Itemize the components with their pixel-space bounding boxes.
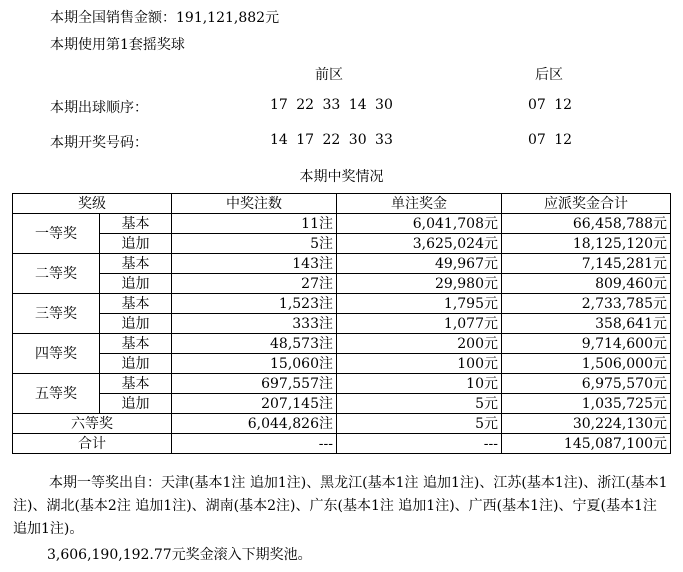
winning-numbers-label: 本期开奖号码： [50, 135, 148, 151]
back-area-label: 后区 [535, 67, 563, 83]
winner-count-cell: 15,060注 [172, 354, 337, 374]
draw-order-label: 本期出球顺序： [50, 100, 148, 116]
unit-prize-cell: 5元 [337, 394, 502, 414]
winner-count-cell: --- [172, 434, 337, 454]
table-title: 本期中奖情况 [299, 169, 384, 185]
total-prize-cell: 6,975,570元 [502, 374, 671, 394]
header-prize: 单注奖金 [337, 194, 502, 214]
unit-prize-cell: 10元 [337, 374, 502, 394]
winner-count-cell: 333注 [172, 314, 337, 334]
bet-type-cell: 基本 [100, 214, 172, 234]
header-level: 奖级 [13, 194, 172, 214]
bet-type-cell: 追加 [100, 394, 172, 414]
bet-type-cell: 基本 [100, 334, 172, 354]
jackpot-rollover-text: 3,606,190,192.77元奖金滚入下期奖池。 [47, 547, 312, 563]
total-prize-cell: 1,035,725元 [502, 394, 671, 414]
unit-prize-cell: 49,967元 [337, 254, 502, 274]
table-row [13, 214, 671, 234]
unit-prize-cell: 3,625,024元 [337, 234, 502, 254]
winner-count-cell: 48,573注 [172, 334, 337, 354]
total-prize-cell: 9,714,600元 [502, 334, 671, 354]
prize-level-cell: 一等奖 [13, 214, 100, 254]
winning-numbers-back: 07 12 [528, 132, 573, 148]
bet-type-cell: 追加 [100, 274, 172, 294]
prize-level-cell: 二等奖 [13, 254, 100, 294]
table-header-row [13, 194, 671, 214]
header-total: 应派奖金合计 [502, 194, 671, 214]
unit-prize-cell: 1,077元 [337, 314, 502, 334]
table-row [13, 274, 671, 294]
total-prize-cell: 358,641元 [502, 314, 671, 334]
bet-type-cell: 基本 [100, 374, 172, 394]
ball-set-line: 本期使用第1套摇奖球 [50, 37, 185, 53]
table-row [13, 374, 671, 394]
draw-order-front: 17 22 33 14 30 [270, 97, 393, 113]
winner-count-cell: 207,145注 [172, 394, 337, 414]
sales-amount-line: 本期全国销售金额：191,121,882元 [50, 10, 280, 26]
total-prize-cell: 2,733,785元 [502, 294, 671, 314]
first-prize-origin-text: 本期一等奖出自：天津(基本1注 追加1注)、黑龙江(基本1注 追加1注)、江苏(基本1注)、浙江(基本1注)、湖北(基本2注 追加1注)、湖南(基本2注)、广东(基本1注 追加1注)、广西(基本1注)、宁夏(基本1注 追加1注)。 [13, 475, 668, 537]
table-row [13, 254, 671, 274]
total-prize-cell: 809,460元 [502, 274, 671, 294]
prize-table [12, 193, 671, 454]
draw-order-back: 07 12 [528, 97, 573, 113]
bet-type-cell: 追加 [100, 234, 172, 254]
prize-level-cell: 五等奖 [13, 374, 100, 414]
total-prize-cell: 30,224,130元 [502, 414, 671, 434]
table-row [13, 314, 671, 334]
unit-prize-cell: 6,041,708元 [337, 214, 502, 234]
total-prize-cell: 18,125,120元 [502, 234, 671, 254]
table-row [13, 354, 671, 374]
unit-prize-cell: 1,795元 [337, 294, 502, 314]
bet-type-cell: 追加 [100, 354, 172, 374]
unit-prize-cell: 29,980元 [337, 274, 502, 294]
unit-prize-cell: --- [337, 434, 502, 454]
winner-count-cell: 5注 [172, 234, 337, 254]
bet-type-cell: 基本 [100, 294, 172, 314]
winner-count-cell: 6,044,826注 [172, 414, 337, 434]
total-prize-cell: 145,087,100元 [502, 434, 671, 454]
unit-prize-cell: 200元 [337, 334, 502, 354]
total-prize-cell: 7,145,281元 [502, 254, 671, 274]
front-area-label: 前区 [315, 67, 343, 83]
bet-type-cell: 追加 [100, 314, 172, 334]
table-row [13, 434, 671, 454]
table-row [13, 414, 671, 434]
winner-count-cell: 11注 [172, 214, 337, 234]
prize-level-cell: 六等奖 [13, 414, 172, 434]
winning-numbers-front: 14 17 22 30 33 [270, 132, 393, 148]
total-prize-cell: 1,506,000元 [502, 354, 671, 374]
winner-count-cell: 697,557注 [172, 374, 337, 394]
total-prize-cell: 66,458,788元 [502, 214, 671, 234]
table-row [13, 234, 671, 254]
winner-count-cell: 27注 [172, 274, 337, 294]
winner-count-cell: 143注 [172, 254, 337, 274]
prize-level-cell: 四等奖 [13, 334, 100, 374]
unit-prize-cell: 5元 [337, 414, 502, 434]
prize-level-cell: 合计 [13, 434, 172, 454]
table-row [13, 294, 671, 314]
prize-level-cell: 三等奖 [13, 294, 100, 334]
table-row [13, 394, 671, 414]
bet-type-cell: 基本 [100, 254, 172, 274]
unit-prize-cell: 100元 [337, 354, 502, 374]
winner-count-cell: 1,523注 [172, 294, 337, 314]
header-count: 中奖注数 [172, 194, 337, 214]
table-row [13, 334, 671, 354]
